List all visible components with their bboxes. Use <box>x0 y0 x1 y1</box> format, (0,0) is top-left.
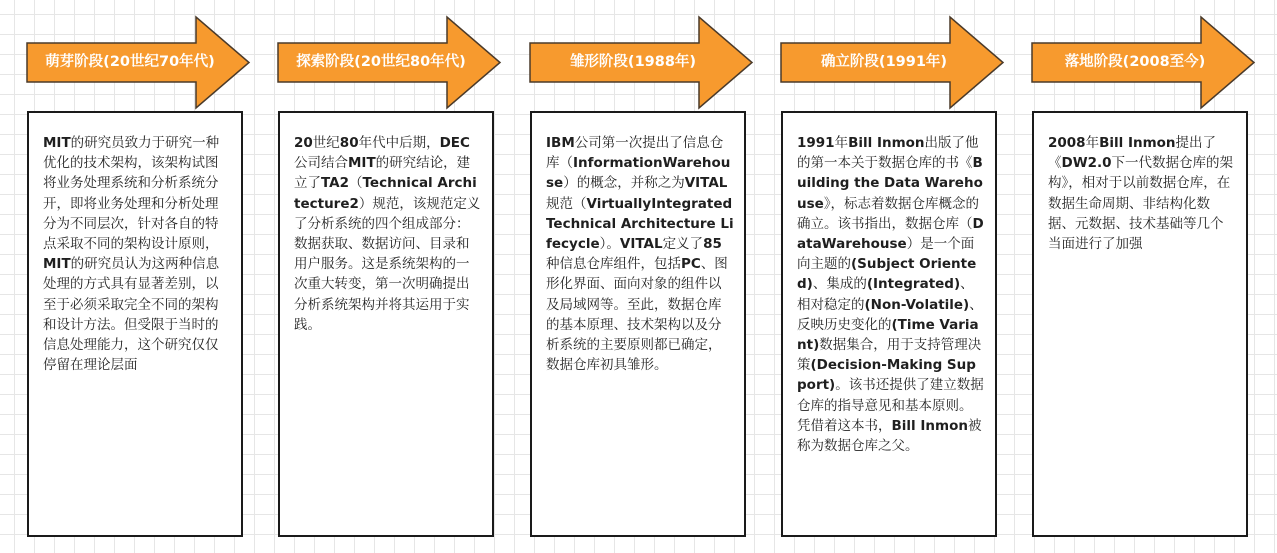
description-text: 公司第一次提出了信息仓库（ <box>546 135 724 172</box>
stage-germination-card <box>27 111 243 537</box>
description-text: 种信息仓库组件，包括 <box>546 256 681 273</box>
description-text: 1991 <box>797 135 835 151</box>
stage-landing-arrow <box>1032 17 1254 108</box>
description-text: InformationWarehouse <box>546 155 731 192</box>
description-text: IBM <box>546 135 575 151</box>
description-text: VITAL <box>684 175 728 192</box>
stage-title: 确立阶段(1991年) <box>820 54 948 70</box>
description-text: Bill Inmon <box>891 417 968 434</box>
stage-exploration-card <box>278 111 494 537</box>
description-text: 的研究员认为这两种信息处理的方式具有显著差别，以至于必须采取完全不同的架构和设计方法。但受限于当时的信息处理能力，这个研究仅仅停留在理论层面 <box>43 256 220 374</box>
description-text: (Integrated) <box>866 276 961 293</box>
description-text: DW2.0 <box>1061 155 1112 172</box>
description-text: Building the Data Warehouse <box>797 155 983 212</box>
description-text: 年 <box>1085 135 1100 151</box>
description-text: DataWarehouse <box>797 215 984 253</box>
description-text: 出版了他的第一本关于数据仓库的书《 <box>797 135 979 172</box>
description-text: 定义了 <box>662 236 704 253</box>
description-text: 的研究结论，建立了 <box>294 155 471 192</box>
stage-title: 探索阶段(20世纪80年代) <box>296 54 466 70</box>
description-text: 下一代数据仓库的架构》，相对于以前数据仓库，在数据生命周期、非结构化数据、元数据、技术基础等几个当面进行了加强 <box>1048 155 1234 253</box>
description-text: 、图形化界面、面向对象的组件以及局域网等。至此，数据仓库的基本原理、技术架构以及分析系统的主要原则都已确定，数据仓库初具雏形。 <box>546 256 728 374</box>
description-text: TA2 <box>321 175 350 192</box>
stage-landing-card <box>1032 111 1248 537</box>
description-text: 年代中后期， <box>358 135 440 151</box>
description-text: (Subject Oriented) <box>797 256 977 293</box>
description-text: (Decision-Making Support) <box>797 357 976 394</box>
description-text: MIT <box>348 155 376 172</box>
stage-exploration-arrow <box>278 17 500 108</box>
description-text: 2008 <box>1048 135 1086 151</box>
stage-germination-arrow <box>27 17 249 108</box>
description-text: MIT <box>43 135 71 151</box>
description-text: 数据集合，用于支持管理决策 <box>797 337 982 374</box>
description-text: 提出了《 <box>1048 135 1217 172</box>
description-text: (Non-Volatile) <box>864 296 970 313</box>
description-text: ）的概念，并称之为 <box>563 175 685 192</box>
description-text: 85 <box>703 236 722 253</box>
stage-establishment-card <box>781 111 997 537</box>
stage-title: 萌芽阶段(20世纪70年代) <box>45 54 215 70</box>
description-text: MIT <box>43 256 71 273</box>
description-text: （ <box>349 175 363 192</box>
description-text: 公司结合 <box>294 155 348 172</box>
description-text: 、反映历史变化的 <box>797 296 983 333</box>
description-text: 80 <box>339 135 359 151</box>
description-text: VITAL <box>619 236 663 253</box>
stage-title: 落地阶段(2008至今) <box>1064 54 1206 70</box>
stage-title: 雏形阶段(1988年) <box>569 54 697 70</box>
stage-establishment-arrow <box>781 17 1003 108</box>
description-text: 》，标志着数据仓库概念的确立。该书指出，数据仓库（ <box>797 195 980 232</box>
description-text: 被称为数据仓库之父。 <box>797 417 982 455</box>
description-text: 年 <box>834 135 849 151</box>
description-text: 20 <box>294 135 313 151</box>
description-text: ）。 <box>599 236 620 253</box>
description-text: (Time Variant) <box>797 316 979 354</box>
stage-prototype-arrow <box>530 17 752 108</box>
description-text: Technical Architecture2 <box>294 175 477 212</box>
stage-prototype-card <box>530 111 746 537</box>
description-text: 的研究员致力于研究一种优化的技术架构，该架构试图将业务处理系统和分析系统分开，即将业务处理和分析处理分为不同层次，针对各自的特点采取不同的架构设计原则， <box>43 135 220 253</box>
description-text: 规范（ <box>546 195 587 212</box>
description-text: 。该书还提供了建立数据仓库的指导意见和基本原则。凭借着这本书， <box>797 377 984 434</box>
description-text: VirtuallyIntegrated Technical Architecture Lifecycle <box>546 195 734 253</box>
description-text: Bill Inmon <box>848 135 925 151</box>
description-text: 、集成的 <box>812 276 867 293</box>
description-text: PC <box>681 256 701 273</box>
description-text: 、相对稳定的 <box>797 276 974 313</box>
description-text: ）规范，该规范定义了分析系统的四个组成部分：数据获取、数据访问、目录和用户服务。这是系统架构的一次重大转变，第一次明确提出分析系统架构并将其运用于实践。 <box>294 195 481 333</box>
description-text: ）是一个面向主题的 <box>797 236 975 273</box>
description-text: Bill Inmon <box>1099 135 1176 151</box>
description-text: 世纪 <box>312 135 340 151</box>
description-text: DEC <box>439 135 470 151</box>
